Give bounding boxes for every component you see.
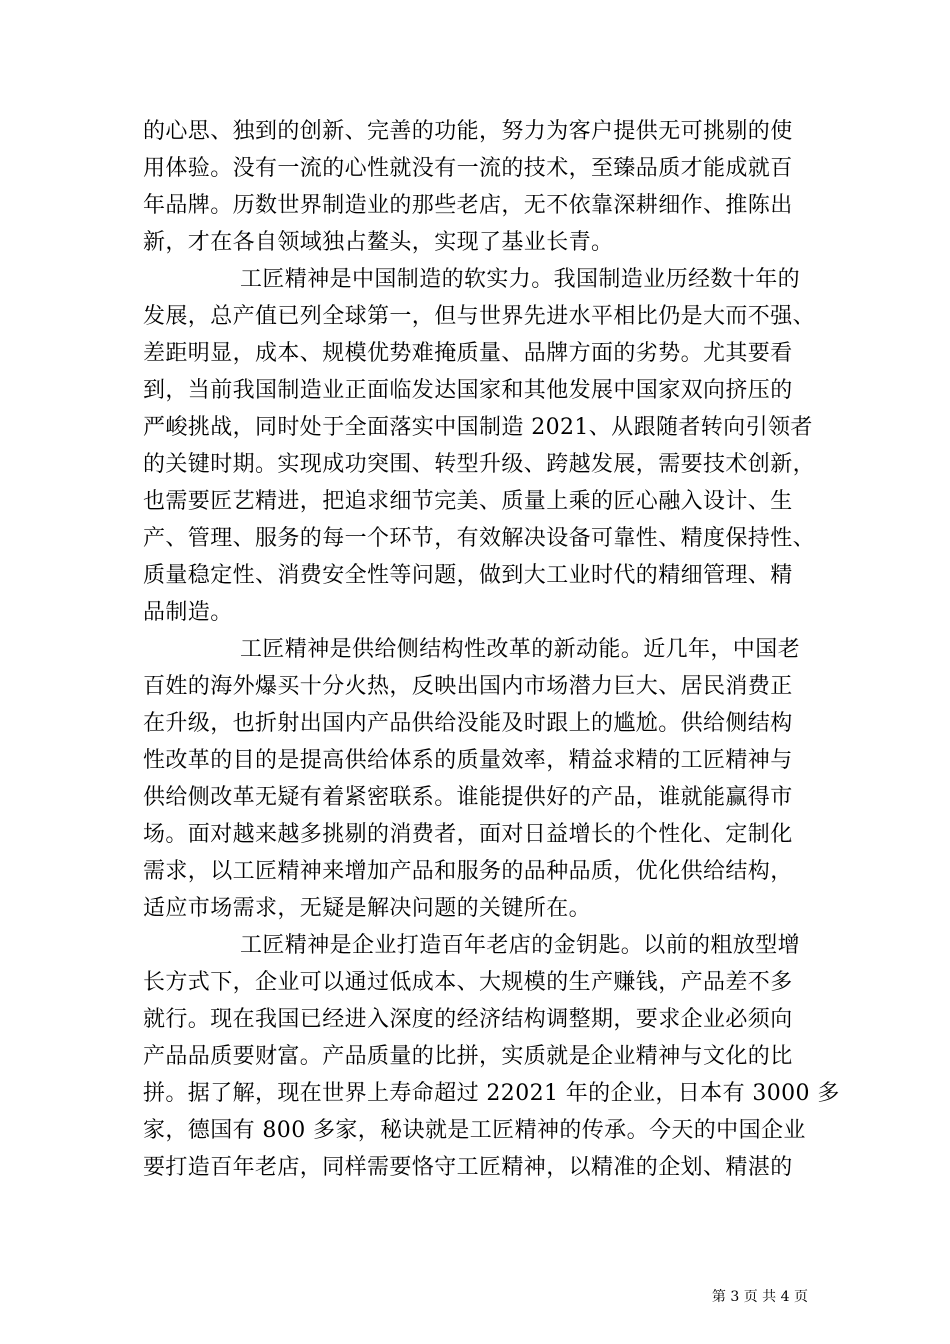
text-line: 在升级，也折射出国内产品供给没能及时跟上的尴尬。供给侧结构 — [143, 711, 793, 736]
text-line: 产、管理、服务的每一个环节，有效解决设备可靠性、精度保持性、 — [143, 526, 816, 551]
text-line: 产品品质要财富。产品质量的比拼，实质就是企业精神与文化的比 — [143, 1044, 793, 1069]
paragraph-first-line: 工匠精神是中国制造的软实力。我国制造业历经数十年的 — [240, 267, 801, 292]
text-line: 就行。现在我国已经进入深度的经济结构调整期，要求企业必须向 — [143, 1007, 793, 1032]
text-line: 家，德国有 800 多家，秘诀就是工匠精神的传承。今天的中国企业 — [143, 1118, 806, 1143]
text-line: 场。面对越来越多挑剔的消费者，面对日益增长的个性化、定制化 — [143, 822, 793, 847]
text-line: 供给侧改革无疑有着紧密联系。谁能提供好的产品，谁就能赢得市 — [143, 785, 793, 810]
text-line: 长方式下，企业可以通过低成本、大规模的生产赚钱，产品差不多 — [143, 970, 793, 995]
text-line: 适应市场需求，无疑是解决问题的关键所在。 — [143, 896, 592, 921]
text-line: 到，当前我国制造业正面临发达国家和其他发展中国家双向挤压的 — [143, 378, 793, 403]
page-number-footer: 第 3 页 共 4 页 — [711, 1289, 808, 1305]
paragraph-first-line: 工匠精神是企业打造百年老店的金钥匙。以前的粗放型增 — [240, 933, 801, 958]
text-line: 严峻挑战，同时处于全面落实中国制造 2021、从跟随者转向引领者 — [143, 415, 813, 440]
text-line: 拼。据了解，现在世界上寿命超过 22021 年的企业，日本有 3000 多 — [143, 1081, 840, 1106]
text-line: 需求，以工匠精神来增加产品和服务的品种品质，优化供给结构， — [143, 859, 793, 884]
text-line: 差距明显，成本、规模优势难掩质量、品牌方面的劣势。尤其要看 — [143, 341, 793, 366]
text-line: 的关键时期。实现成功突围、转型升级、跨越发展，需要技术创新， — [143, 452, 816, 477]
text-line: 新，才在各自领域独占鳌头，实现了基业长青。 — [143, 230, 614, 255]
text-line: 品制造。 — [143, 600, 233, 625]
text-line: 性改革的目的是提高供给体系的质量效率，精益求精的工匠精神与 — [143, 748, 793, 773]
text-line: 发展，总产值已列全球第一，但与世界先进水平相比仍是大而不强、 — [143, 304, 816, 329]
text-line: 要打造百年老店，同样需要恪守工匠精神，以精准的企划、精湛的 — [143, 1155, 793, 1180]
paragraph-first-line: 工匠精神是供给侧结构性改革的新动能。近几年，中国老 — [240, 637, 801, 662]
text-line: 用体验。没有一流的心性就没有一流的技术，至臻品质才能成就百 — [143, 156, 793, 181]
text-line: 质量稳定性、消费安全性等问题，做到大工业时代的精细管理、精 — [143, 563, 793, 588]
text-line: 年品牌。历数世界制造业的那些老店，无不依靠深耕细作、推陈出 — [143, 193, 793, 218]
text-line: 的心思、独到的创新、完善的功能，努力为客户提供无可挑剔的使 — [143, 119, 793, 144]
text-line: 也需要匠艺精进，把追求细节完美、质量上乘的匠心融入设计、生 — [143, 489, 793, 514]
text-line: 百姓的海外爆买十分火热，反映出国内市场潜力巨大、居民消费正 — [143, 674, 793, 699]
